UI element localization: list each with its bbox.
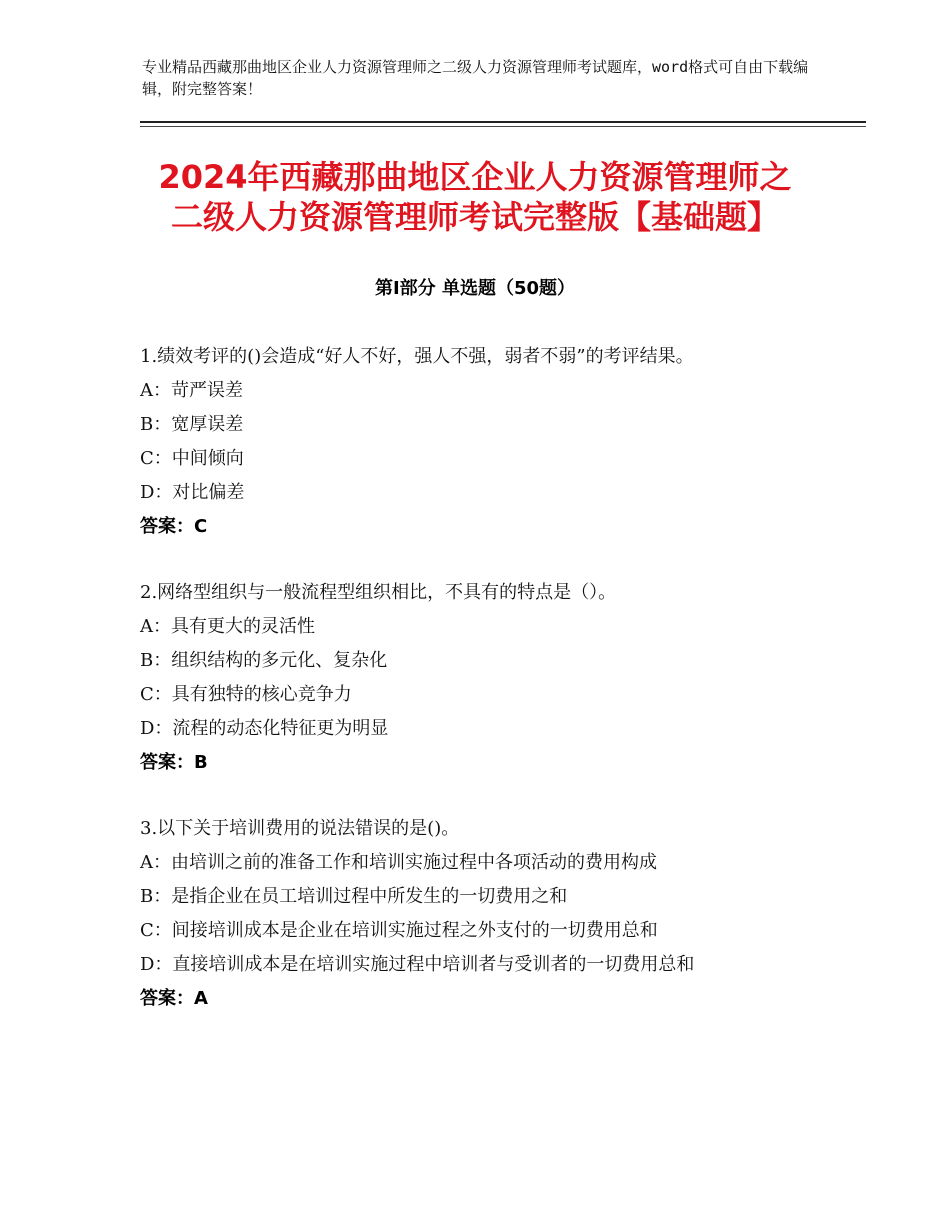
question-stem: 2.网络型组织与一般流程型组织相比，不具有的特点是（）。 — [140, 582, 617, 603]
question-3 — [140, 812, 820, 1016]
document-title-line-1: 2024年西藏那曲地区企业人力资源管理师之 — [158, 158, 792, 196]
option-d: D：直接培训成本是在培训实施过程中培训者与受训者的一切费用总和 — [140, 954, 695, 975]
option-b: B：宽厚误差 — [140, 414, 244, 435]
header-rule-thin — [140, 126, 866, 127]
option-b: B：组织结构的多元化、复杂化 — [140, 650, 388, 671]
document-title — [100, 157, 850, 237]
answer: 答案：B — [140, 752, 208, 773]
answer: 答案：C — [140, 516, 208, 537]
header-rule-thick — [140, 121, 866, 123]
question-1 — [140, 340, 820, 544]
question-2 — [140, 576, 820, 780]
answer: 答案：A — [140, 988, 208, 1009]
option-c: C：中间倾向 — [140, 448, 244, 469]
question-list — [140, 340, 820, 1048]
option-c: C：具有独特的核心竞争力 — [140, 684, 352, 705]
question-stem: 3.以下关于培训费用的说法错误的是()。 — [140, 818, 460, 839]
option-a: A：具有更大的灵活性 — [140, 616, 315, 637]
option-b: B：是指企业在员工培训过程中所发生的一切费用之和 — [140, 886, 568, 907]
question-stem: 1.绩效考评的()会造成“好人不好，强人不强，弱者不弱”的考评结果。 — [140, 346, 694, 367]
option-d: D：流程的动态化特征更为明显 — [140, 718, 389, 739]
header-note: 专业精品西藏那曲地区企业人力资源管理师之二级人力资源管理师考试题库，word格式可自由下载编辑，附完整答案！ — [142, 58, 809, 98]
section-title: 第Ⅰ部分 单选题（50题） — [374, 278, 575, 299]
option-c: C：间接培训成本是企业在培训实施过程之外支付的一切费用总和 — [140, 920, 658, 941]
option-a: A：由培训之前的准备工作和培训实施过程中各项活动的费用构成 — [140, 852, 657, 873]
option-a: A：苛严误差 — [140, 380, 243, 401]
document-title-line-2: 二级人力资源管理师考试完整版【基础题】 — [170, 198, 779, 236]
option-d: D：对比偏差 — [140, 482, 245, 503]
